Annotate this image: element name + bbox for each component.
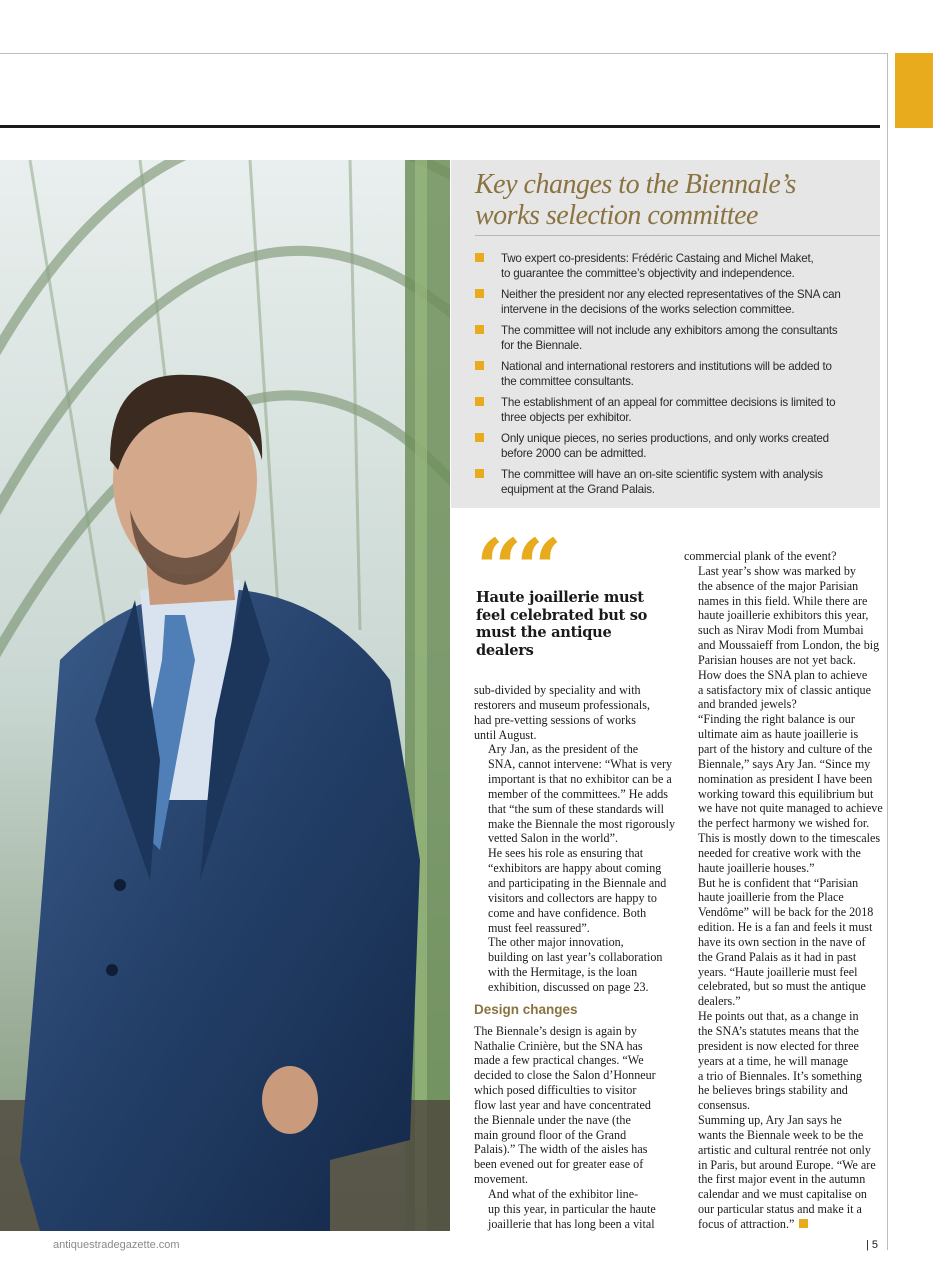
text-line: vetted Salon in the world”. <box>488 831 618 846</box>
text-line: the SNA’s statutes means that the <box>698 1024 859 1038</box>
paragraph <box>684 712 884 875</box>
footer-url: antiquestradegazette.com <box>53 1239 180 1251</box>
article-column-left <box>474 683 674 1232</box>
section-accent-tab <box>895 53 933 128</box>
text-line: Nathalie Crinière, but the SNA has <box>474 1038 643 1053</box>
text-line: Ary Jan, as the president of the <box>488 742 639 757</box>
text-line: been evened out for greater ease of <box>474 1157 644 1172</box>
text-line: Parisian houses are not yet back. <box>698 652 856 667</box>
pull-quote-line: feel celebrated but so <box>476 606 648 624</box>
square-bullet-icon <box>475 469 484 478</box>
paragraph <box>474 846 674 935</box>
text-line: visitors and collectors are happy to <box>488 890 657 905</box>
paragraph <box>474 1024 674 1187</box>
portrait-photo <box>0 160 450 1231</box>
pull-quote-line: must the antique dealers <box>476 624 612 659</box>
text-line: with the Hermitage, is the loan <box>488 965 638 980</box>
text-line: that “the sum of these standards will <box>488 801 664 816</box>
paragraph <box>474 742 674 846</box>
text-line: we have not quite managed to achieve <box>698 801 883 816</box>
text-line: Biennale,” says Ary Jan. “Since my <box>698 756 871 771</box>
text-line: decided to close the Salon d’Honneur <box>474 1068 656 1083</box>
square-bullet-icon <box>475 361 484 370</box>
text-line: “exhibitors are happy about coming <box>488 861 662 876</box>
text-line: the Biennale under the nave (the <box>474 1112 631 1127</box>
pull-quote-line: Haute joaillerie must <box>476 589 644 606</box>
article-column-right <box>684 549 884 1232</box>
text-line: How does the SNA plan to achieve <box>698 667 868 682</box>
text-line: member of the committees.” He adds <box>488 786 669 801</box>
paragraph <box>684 1009 884 1113</box>
list-item-line: intervene in the decisions of the works selection committee. <box>501 303 795 316</box>
text-line: calendar and we must capitalise on <box>698 1187 867 1202</box>
text-line: working toward this equilibrium but <box>698 786 874 801</box>
text-line: consensus. <box>698 1098 751 1113</box>
header-rule <box>0 125 880 128</box>
text-line: celebrated, but so must the antique <box>698 979 866 994</box>
text-line: and branded jewels? <box>698 697 797 712</box>
paragraph <box>684 1113 884 1232</box>
list-item-line: Two expert co-presidents: Frédéric Castaing and Michel Maket, <box>501 252 814 265</box>
list-item <box>475 323 870 353</box>
key-changes-rule <box>475 235 880 236</box>
text-line: artistic and cultural rentrée not only <box>698 1142 871 1157</box>
square-bullet-icon <box>475 397 484 406</box>
text-line: sub-divided by speciality and with <box>474 683 641 697</box>
text-line: until August. <box>474 727 537 742</box>
list-item <box>475 287 870 317</box>
key-changes-title <box>475 169 865 231</box>
page-number: | 5 <box>866 1239 879 1251</box>
square-bullet-icon <box>475 289 484 298</box>
text-line: years at a time, he will manage <box>698 1053 849 1068</box>
text-line: part of the history and culture of the <box>698 741 873 756</box>
text-line: a satisfactory mix of classic antique <box>698 682 871 697</box>
text-line: which posed difficulties to visitor <box>474 1083 637 1098</box>
text-line: commercial plank of the event? <box>684 549 837 563</box>
text-line: important is that no exhibitor can be a <box>488 772 672 787</box>
square-bullet-icon <box>475 433 484 442</box>
quote-mark-glyph: “ <box>476 521 517 615</box>
text-line: dealers.” <box>698 994 741 1009</box>
list-item <box>475 467 870 497</box>
text-line: the first major event in the autumn <box>698 1172 866 1187</box>
list-item-line: to guarantee the committee’s objectivity and independence. <box>501 267 795 280</box>
text-line: edition. He is a fan and feels it must <box>698 920 873 935</box>
list-item <box>475 395 870 425</box>
list-item-line: Only unique pieces, no series productions, and only works created <box>501 432 829 445</box>
list-item-line: National and international restorers and institutions will be added to <box>501 360 832 373</box>
text-line: the Grand Palais as it had in past <box>698 949 857 964</box>
text-line: He points out that, as a change in <box>698 1009 859 1024</box>
text-line: main ground floor of the Grand <box>474 1127 627 1142</box>
end-mark-icon <box>799 1219 808 1228</box>
text-line: nomination as president I have been <box>698 771 873 786</box>
square-bullet-icon <box>475 253 484 262</box>
key-changes-list <box>475 251 870 503</box>
paragraph <box>684 549 884 564</box>
text-line: haute joaillerie exhibitors this year, <box>698 608 869 623</box>
paragraph <box>684 564 884 668</box>
text-line: a trio of Biennales. It’s something <box>698 1068 862 1083</box>
text-line: had pre-vetting sessions of works <box>474 712 636 727</box>
text-line: haute joaillerie from the Place <box>698 890 844 905</box>
text-line: years. “Haute joaillerie must feel <box>698 964 858 979</box>
list-item-line: The committee will have an on-site scientific system with analysis <box>501 468 823 481</box>
subheading: Design changes <box>474 1001 578 1017</box>
list-item-line: The establishment of an appeal for committee decisions is limited to <box>501 396 836 409</box>
text-line: such as Nirav Modi from Mumbai <box>698 623 864 638</box>
text-line: And what of the exhibitor line- <box>488 1187 639 1201</box>
pull-quote <box>476 589 671 659</box>
text-line: But he is confident that “Parisian <box>698 875 859 890</box>
text-line: ultimate aim as haute joaillerie is <box>698 727 859 742</box>
text-line: have its own section in the nave of <box>698 934 866 949</box>
list-item-line: for the Biennale. <box>501 339 583 352</box>
list-item-line: equipment at the Grand Palais. <box>501 483 655 496</box>
list-item-line: before 2000 can be admitted. <box>501 447 647 460</box>
text-line: restorers and museum professionals, <box>474 697 650 712</box>
text-line: Last year’s show was marked by <box>698 563 856 578</box>
text-line: movement. <box>474 1172 529 1187</box>
text-line: The Biennale’s design is again by <box>474 1023 637 1038</box>
text-line: Palais).” The width of the aisles has <box>474 1142 648 1157</box>
list-item <box>475 431 870 461</box>
list-item-line: The committee will not include any exhibitors among the consultants <box>501 324 838 337</box>
text-line: needed for creative work with the <box>698 845 861 860</box>
text-line: made a few practical changes. “We <box>474 1053 644 1068</box>
text-line: focus of attraction.” <box>684 1217 884 1232</box>
text-line: come and have confidence. Both <box>488 905 647 920</box>
text-line: and Moussaieff from London, the big <box>698 638 880 653</box>
right-margin-rule <box>887 53 888 1250</box>
text-line: He sees his role as ensuring that <box>488 846 644 861</box>
portrait-illustration <box>0 160 450 1231</box>
text-line: he believes brings stability and <box>698 1083 848 1098</box>
text-line: haute joaillerie houses.” <box>698 860 815 875</box>
text-line: Summing up, Ary Jan says he <box>698 1113 842 1128</box>
text-line: building on last year’s collaboration <box>488 950 663 965</box>
paragraph <box>474 1187 674 1232</box>
list-item-line: Neither the president nor any elected representatives of the SNA can <box>501 288 841 301</box>
list-item-line: the committee consultants. <box>501 375 634 388</box>
text-line: “Finding the right balance is our <box>698 712 855 727</box>
square-bullet-icon <box>475 325 484 334</box>
list-item <box>475 251 870 281</box>
top-rule <box>0 53 888 54</box>
text-line: president is now elected for three <box>698 1038 859 1053</box>
text-line: wants the Biennale week to be the <box>698 1127 864 1142</box>
text-line: SNA, cannot intervene: “What is very <box>488 757 673 772</box>
text-line: the absence of the major Parisian <box>698 578 859 593</box>
text-line: in Paris, but around Europe. “We are <box>698 1157 876 1172</box>
text-line: The other major innovation, <box>488 935 624 950</box>
paragraph <box>474 683 674 742</box>
key-changes-title-line: Key changes to the Biennale’s <box>475 169 796 200</box>
text-line: This is mostly down to the timescales <box>698 831 881 846</box>
key-changes-title-line: works selection committee <box>475 200 758 231</box>
text-line: up this year, in particular the haute <box>488 1201 656 1216</box>
text-line: names in this field. While there are <box>698 593 868 608</box>
key-changes-box <box>451 160 880 508</box>
text-line: our particular status and make it a <box>698 1202 862 1217</box>
paragraph <box>684 876 884 1010</box>
list-item-line: three objects per exhibitor. <box>501 411 632 424</box>
text-line: flow last year and have concentrated <box>474 1097 651 1112</box>
quote-mark-glyph: “ <box>516 521 557 615</box>
paragraph <box>684 668 884 713</box>
paragraph <box>474 935 674 994</box>
text-line: must feel reassured”. <box>488 920 590 935</box>
text-line: make the Biennale the most rigorously <box>488 816 676 831</box>
text-line: joaillerie that has long been a vital <box>488 1216 655 1231</box>
text-line: Vendôme” will be back for the 2018 <box>698 905 874 920</box>
text-line: the perfect harmony we wished for. <box>698 816 870 831</box>
list-item <box>475 359 870 389</box>
text-line: exhibition, discussed on page 23. <box>488 979 649 994</box>
text-line: and participating in the Biennale and <box>488 875 667 890</box>
